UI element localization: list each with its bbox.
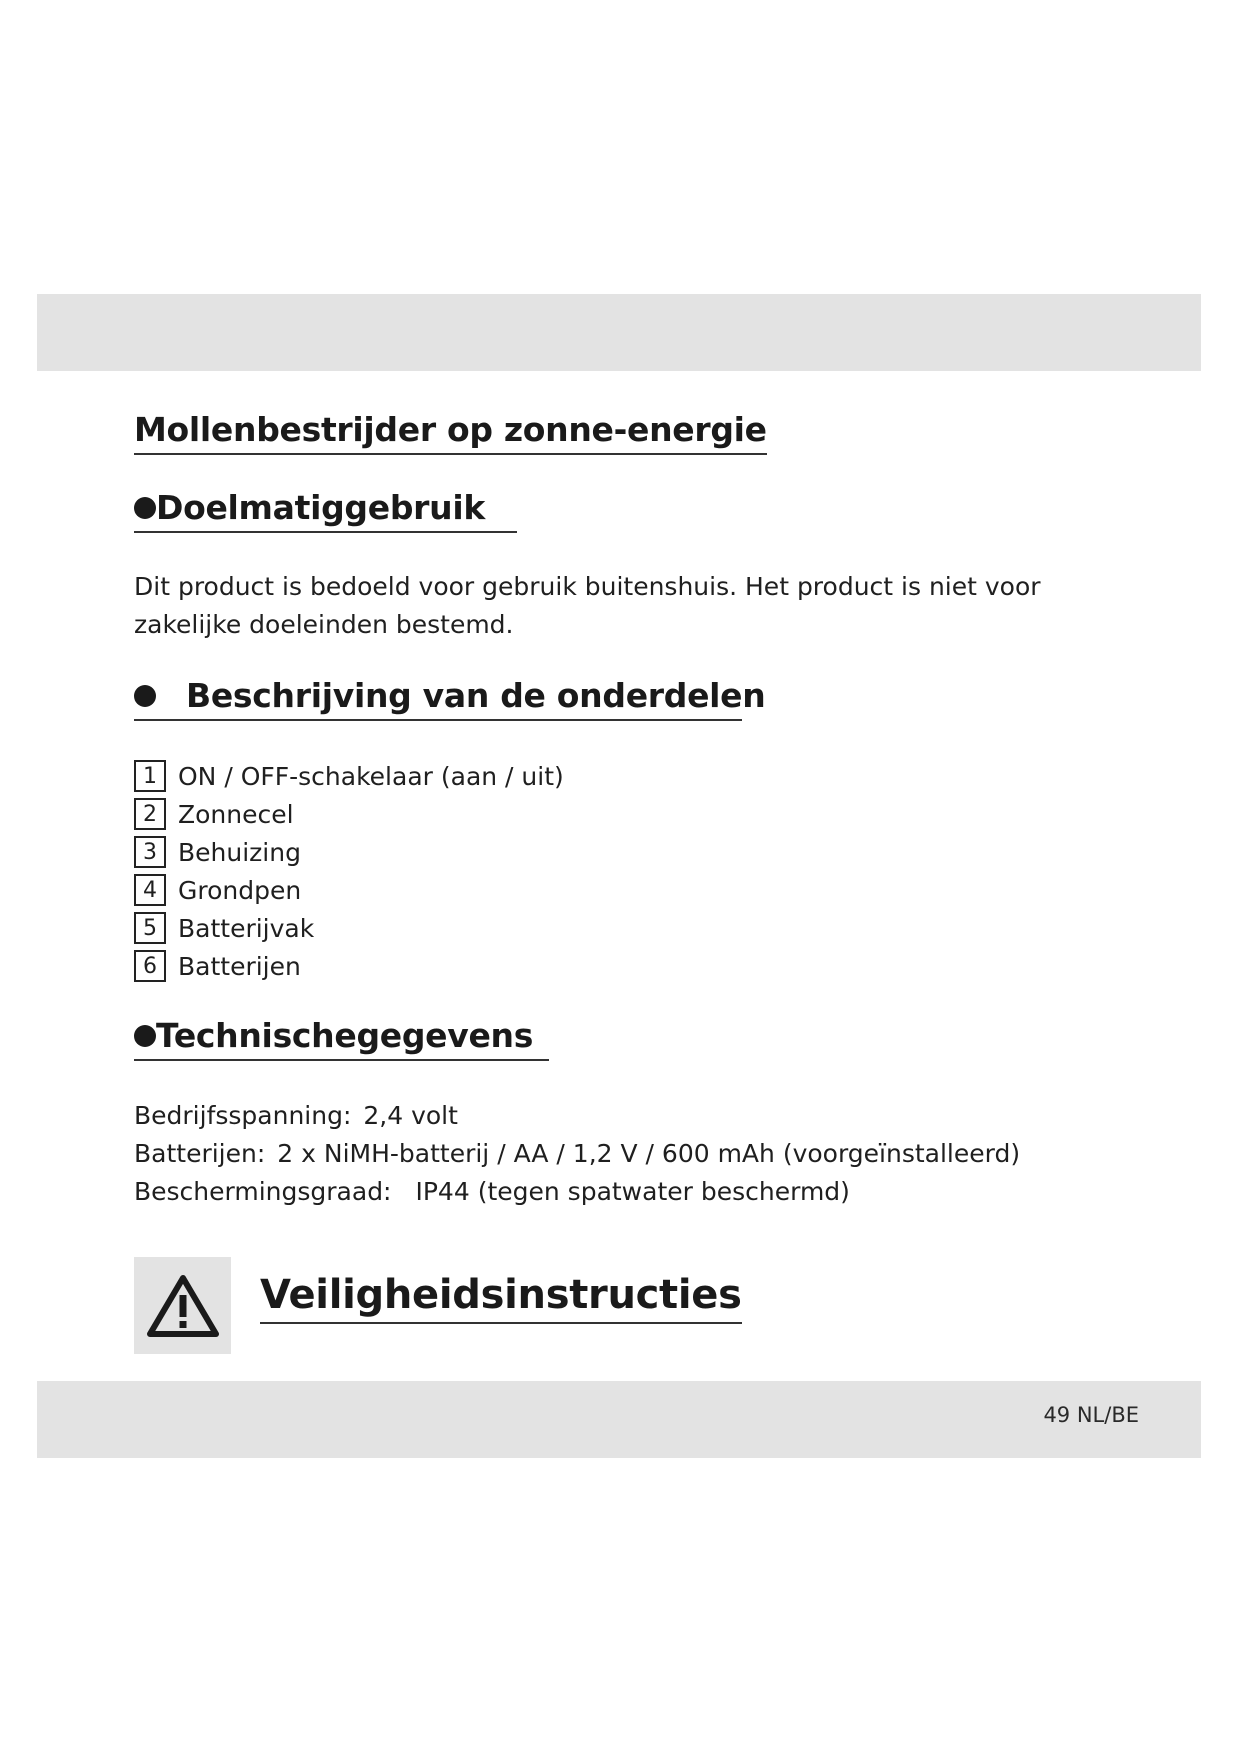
section-heading-intended-use [134, 488, 517, 533]
part-label: Batterijvak [178, 913, 315, 943]
list-item [134, 833, 564, 871]
spec-row [134, 1135, 1020, 1173]
list-item [134, 757, 564, 795]
spec-row [134, 1173, 1020, 1211]
spec-label: Bedrijfsspanning: [134, 1101, 352, 1130]
page-number: 49 NL/BE [1043, 1403, 1139, 1427]
intended-use-text: Dit product is bedoeld voor gebruik buitenshuis. Het product is niet voor zakelijke doeleinden bestemd. [134, 572, 1041, 639]
parts-list [134, 757, 564, 985]
part-number: 3 [134, 836, 166, 868]
spec-label: Beschermingsgraad: [134, 1177, 392, 1206]
bullet-icon [134, 685, 156, 707]
part-number: 2 [134, 798, 166, 830]
bullet-icon [134, 1025, 156, 1047]
list-item [134, 795, 564, 833]
spec-value: 2 x NiMH-batterij / AA / 1,2 V / 600 mAh (voorgeïnstalleerd) [277, 1139, 1021, 1168]
list-item [134, 871, 564, 909]
part-label: Batterijen [178, 951, 301, 981]
list-item [134, 947, 564, 985]
section-heading-technical [134, 1016, 549, 1061]
spec-label: Batterijen: [134, 1139, 266, 1168]
spec-value: 2,4 volt [363, 1101, 458, 1130]
spec-value: IP44 (tegen spatwater beschermd) [415, 1177, 850, 1206]
part-number: 4 [134, 874, 166, 906]
part-label: ON / OFF-schakelaar (aan / uit) [178, 761, 564, 791]
warning-box [134, 1257, 231, 1354]
section-heading-parts [134, 676, 766, 721]
part-label: Grondpen [178, 875, 302, 905]
header-band [37, 294, 1201, 371]
bullet-icon [134, 497, 156, 519]
part-number: 6 [134, 950, 166, 982]
part-number: 1 [134, 760, 166, 792]
section-heading-text: Beschrijving van de onderdelen [186, 676, 766, 715]
warning-triangle-icon [146, 1273, 220, 1339]
part-number: 5 [134, 912, 166, 944]
part-label: Zonnecel [178, 799, 294, 829]
safety-heading: Veiligheidsinstructies [260, 1272, 742, 1324]
spec-list [134, 1097, 1020, 1211]
section-heading-text: Doelmatiggebruik [156, 488, 485, 527]
part-label: Behuizing [178, 837, 301, 867]
page-title: Mollenbestrijder op zonne-energie [134, 410, 767, 455]
list-item [134, 909, 564, 947]
footer-band [37, 1381, 1201, 1458]
spec-row [134, 1097, 1020, 1135]
section-heading-text: Technischegegevens [156, 1016, 534, 1055]
